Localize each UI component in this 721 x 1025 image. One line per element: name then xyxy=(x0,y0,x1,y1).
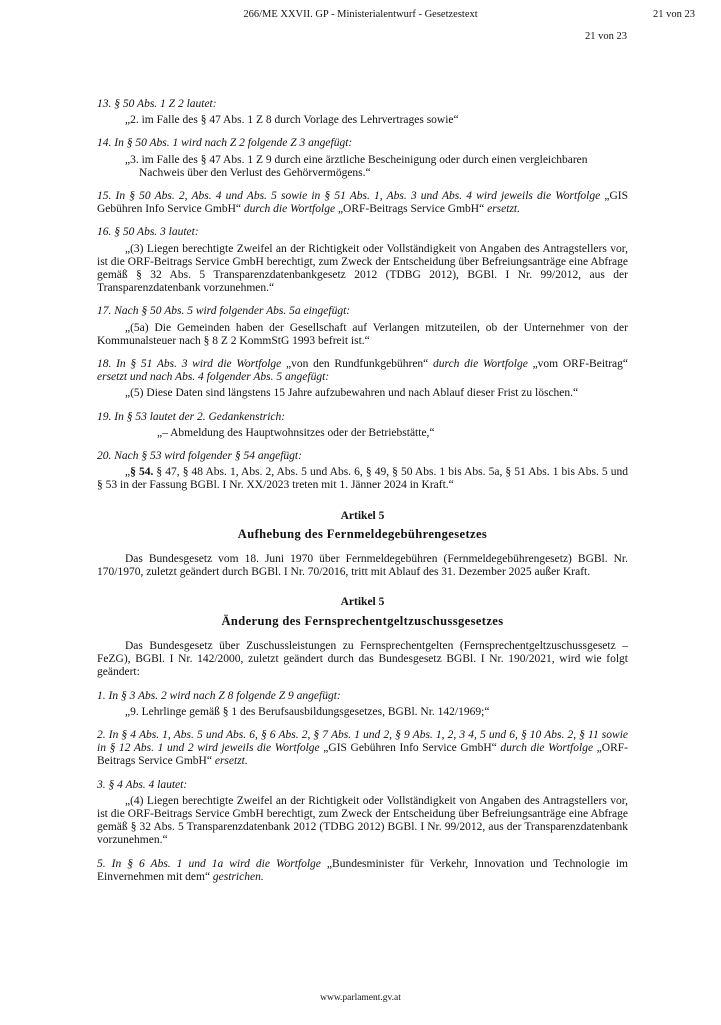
header-title: 266/ME XXVII. GP - Ministerialentwurf - Gesetzestext xyxy=(243,9,478,20)
text-run: 19. In § 53 lautet der 2. Gedankenstrich: xyxy=(97,410,286,423)
text-run: „(5) Diese Daten sind längstens 15 Jahre aufzubewahren und nach Ablauf dieser Frist zu löschen.“ xyxy=(125,387,579,400)
text-run: ersetzt. xyxy=(211,755,248,768)
text-run: „ORF-Beitrags Service GmbH“ xyxy=(337,203,485,216)
text-run: Das Bundesgesetz über Zuschussleistungen zu Fernsprechentgelten (Fernsprechentgeltzuschussgesetz – FeZG), BGBl. I Nr. 142/2000, zuletzt geändert durch das Bundesgesetz BGBl. I Nr. 190/2021, wird wie folgt geändert: xyxy=(97,639,628,679)
text-run: „(5a) Die Gemeinden haben der Gesellschaft auf Verlangen mitzuteilen, ob der Unternehmer von der Kommunalsteuer nach § 8 Z 2 KommStG 1993 befreit ist.“ xyxy=(97,321,628,347)
item-16-head xyxy=(97,226,628,239)
text-run: „3. im Falle des § 47 Abs. 1 Z 9 durch eine ärztliche Bescheinigung oder durch einen vergleichbaren Nachweis über den Verlust des Gehörvermögens.“ xyxy=(125,153,588,179)
text-run: „9. Lehrlinge gemäß § 1 des Berufsausbildungsgesetzes, BGBl. Nr. 142/1969;“ xyxy=(125,705,490,718)
text-run: 13. § 50 Abs. 1 Z 2 lautet: xyxy=(97,98,217,110)
item-17-para xyxy=(97,322,628,348)
footer xyxy=(0,993,721,1003)
artikel-5-2-intro xyxy=(97,640,628,680)
text-run: durch die Wortfolge xyxy=(241,203,338,216)
text-run: „GIS Gebühren Info Service GmbH“ xyxy=(323,742,497,755)
text-run: „(3) Liegen berechtigte Zweifel an der Richtigkeit oder Vollständigkeit von Angaben des Antragstellers vor, ist die ORF-Beitrags Service GmbH berechtigt, zum Zweck der Entscheidung über Befreiungsanträge eine Abfrage gemäß § 32 Abs. 5 Transparenzdatenbankgesetz 2012 (TDBG 2012), BGBl. I Nr. 99/2012, aus der Transparenzdatenbank vorzunehmen.“ xyxy=(97,242,628,295)
text-run: Artikel 5 xyxy=(340,596,385,609)
text-run: „GIS Gebühren Info Service GmbH“ xyxy=(97,190,628,216)
text-run: „vom ORF-Beitrag“ xyxy=(532,358,628,371)
item-1-head xyxy=(97,690,628,703)
text-run: ersetzt. xyxy=(484,203,520,216)
text-run: 16. § 50 Abs. 3 lautet: xyxy=(97,226,199,239)
text-run: 1. In § 3 Abs. 2 wird nach Z 8 folgende Z 9 angefügt: xyxy=(97,689,341,702)
text-run: „(4) Liegen berechtigte Zweifel an der Richtigkeit oder Vollständigkeit von Angaben des Antragstellers vor, ist die ORF-Beitrags Service GmbH berechtigt, zum Zweck der Entscheidung über Befreiungsanträge eine Abfrage gemäß § 32 Abs. 5 Transparenzdatenbank 2012 (TDBG 2012) BGBl. I Nr. 99/2012, aus der Transparenzdatenbank vorzunehmen.“ xyxy=(97,794,628,847)
text-run: durch die Wortfolge xyxy=(496,742,597,755)
item-3-para xyxy=(97,795,628,848)
text-run: gestrichen. xyxy=(210,870,264,883)
item-19-quote xyxy=(97,427,628,440)
text-run: Das Bundesgesetz vom 18. Juni 1970 über Fernmeldegebühren (Fernmeldegebührengesetz) BGBl. Nr. 170/1970, zuletzt geändert durch BGBl. I Nr. 70/2016, tritt mit Ablauf des 31. Dezember 2025 außer Kraft. xyxy=(97,553,628,579)
text-run: 14. In § 50 Abs. 1 wird nach Z 2 folgende Z 3 angefügt: xyxy=(97,137,353,150)
text-run: 5. In § 6 Abs. 1 und 1a wird die Wortfolge xyxy=(97,857,327,870)
item-15-head xyxy=(97,190,628,216)
item-17-head xyxy=(97,305,628,318)
text-run: § 47, § 48 Abs. 1, Abs. 2, Abs. 5 und Abs. 6, § 49, § 50 Abs. 1 bis Abs. 5a, § 51 Abs. 1 bis Abs. 5 und § 53 in der Fassung BGBl. I Nr. XX/2023 treten mit 1. Jänner 2024 in Kraft.“ xyxy=(97,466,628,492)
text-run: „Bundesminister für Verkehr, Innovation und Technologie im Einvernehmen mit dem“ xyxy=(97,857,628,883)
item-13-head xyxy=(97,98,628,111)
artikel-5-title-2 xyxy=(97,615,628,628)
item-3-head xyxy=(97,779,628,792)
item-2-head xyxy=(97,729,628,769)
text-run: 2. In § 4 Abs. 1, Abs. 5 und Abs. 6, § 6 Abs. 2, § 7 Abs. 1 und 2, § 9 Abs. 1, 2, 3 4, 5 und 6, § 10 Abs. 2, § 11 sowie in § 12 Abs. 1 und 2 wird jeweils die Wortfolge xyxy=(97,728,628,755)
text-run: durch die Wortfolge xyxy=(428,358,533,371)
item-20-para xyxy=(97,466,628,492)
item-13-quote xyxy=(97,114,628,127)
text-run: 20. Nach § 53 wird folgender § 54 angefügt: xyxy=(97,450,302,463)
header-page-number-2: 21 von 23 xyxy=(585,31,627,42)
text-run: „von den Rundfunkgebühren“ xyxy=(286,358,429,371)
text-run: Änderung des Fernsprechentgeltzuschussgesetzes xyxy=(221,613,504,628)
text-run: Aufhebung des Fernmeldegebührengesetzes xyxy=(237,526,488,541)
text-run: 15. In § 50 Abs. 2, Abs. 4 und Abs. 5 sowie in § 51 Abs. 1, Abs. 3 und Abs. 4 wird jeweils die Wortfolge xyxy=(97,190,605,203)
item-1-quote xyxy=(97,706,628,719)
item-14-head xyxy=(97,137,628,150)
text-run: „– Abmeldung des Hauptwohnsitzes oder der Betriebstätte,“ xyxy=(157,426,435,439)
item-20-head xyxy=(97,450,628,463)
text-run: „2. im Falle des § 47 Abs. 1 Z 8 durch Vorlage des Lehrvertrages sowie“ xyxy=(125,114,459,127)
text-run: 17. Nach § 50 Abs. 5 wird folgender Abs. 5a eingefügt: xyxy=(97,305,351,318)
footer-link[interactable]: www.parlament.gv.at xyxy=(320,993,401,1003)
document-body xyxy=(97,88,628,884)
item-16-para xyxy=(97,243,628,296)
text-run: „ xyxy=(125,466,131,479)
text-run: § 54. xyxy=(130,466,154,479)
item-18-para xyxy=(97,387,628,400)
header-page-number: 21 von 23 xyxy=(653,9,695,20)
artikel-5-title-1 xyxy=(97,528,628,541)
artikel-5-heading-2 xyxy=(97,596,628,609)
text-run: 3. § 4 Abs. 4 lautet: xyxy=(97,778,188,791)
text-run: Artikel 5 xyxy=(340,509,385,522)
text-run: ersetzt und nach Abs. 4 folgender Abs. 5 angefügt: xyxy=(97,371,330,384)
item-19-head xyxy=(97,411,628,424)
text-run: „ORF-Beitrags Service GmbH“ xyxy=(97,742,628,768)
artikel-5-1-para xyxy=(97,553,628,579)
item-5-head xyxy=(97,858,628,884)
text-run: 18. In § 51 Abs. 3 wird die Wortfolge xyxy=(97,358,286,371)
artikel-5-heading-1 xyxy=(97,510,628,523)
item-18-head xyxy=(97,358,628,384)
item-14-quote xyxy=(97,154,628,180)
